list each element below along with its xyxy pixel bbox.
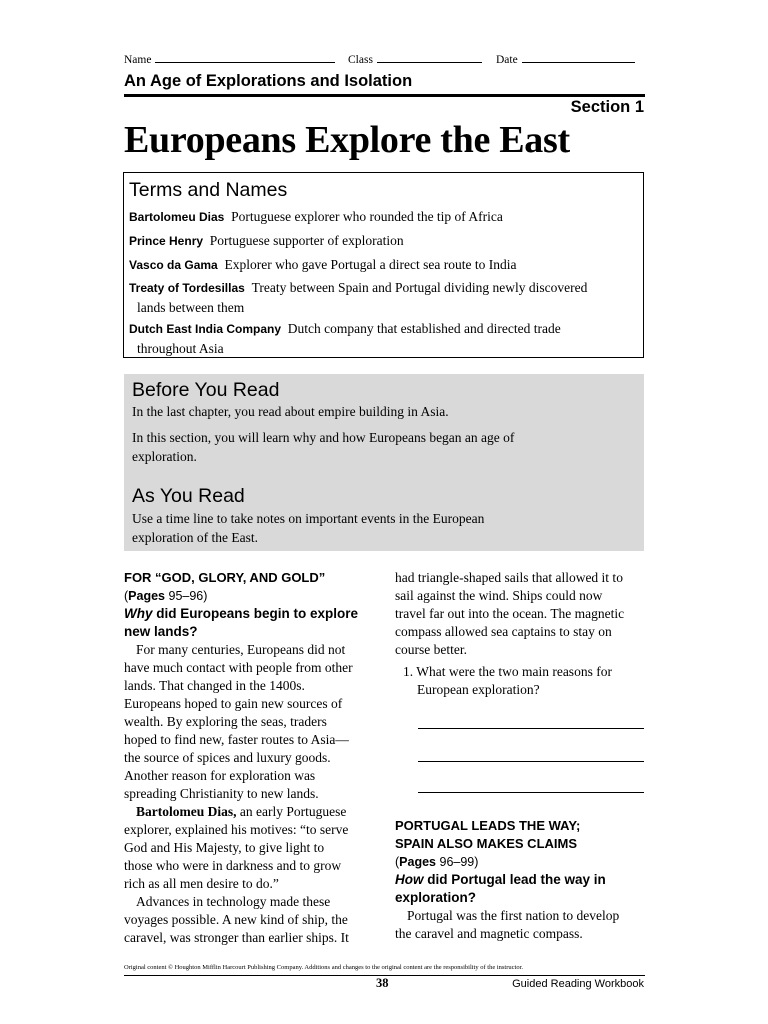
term-name: Bartolomeu Dias [129, 210, 225, 224]
class-field[interactable] [348, 52, 482, 66]
section-heading: FOR “GOD, GLORY, AND GOLD” [124, 570, 326, 585]
copyright-notice: Original content © Houghton Mifflin Harcourt Publishing Company. Additions and changes to the original content are the responsibility of the instructor. [124, 964, 524, 971]
text-line: exploration of the East. [132, 530, 258, 545]
text-line: Portugal was the first nation to develop [407, 908, 620, 923]
term-name: Dutch East India Company [129, 322, 282, 336]
term-definition: Portuguese explorer who rounded the tip of Africa [231, 209, 503, 224]
term-definition-continued: throughout Asia [137, 341, 224, 356]
text-line: 1. What were the two main reasons for [403, 664, 612, 679]
term-name: Treaty of Tordesillas [129, 281, 245, 295]
question-text: did Europeans begin to explore [152, 606, 359, 621]
name-blank-line[interactable] [155, 52, 335, 63]
section-label: Section 1 [570, 98, 644, 116]
term-name: Vasco da Gama [129, 258, 218, 272]
text-line: Another reason for exploration was [124, 768, 316, 783]
guiding-question [395, 871, 645, 907]
student-info-row [124, 52, 644, 68]
term-item [129, 231, 629, 251]
before-you-read-heading: Before You Read [132, 379, 280, 401]
body-paragraph [124, 641, 374, 803]
text-line: Europeans hoped to gain new sources of [124, 696, 343, 711]
text-line: rich as all men desire to do.” [124, 876, 279, 891]
text-line: travel far out into the ocean. The magnetic [395, 606, 625, 621]
question-keyword: Why [124, 606, 153, 621]
bold-term: Bartolomeu Dias, [136, 804, 237, 819]
question-text: new lands? [124, 624, 198, 639]
text-line: European exploration? [417, 682, 540, 697]
text-line: exploration. [132, 449, 197, 464]
body-paragraph-continued [395, 569, 645, 659]
answer-line[interactable] [418, 761, 644, 762]
review-question-1 [395, 663, 645, 699]
text-line: explorer, explained his motives: “to serve [124, 822, 349, 837]
text-line: hoped to find new, faster routes to Asia— [124, 732, 349, 747]
term-definition: Dutch company that established and directed trade [287, 321, 561, 336]
text-line: those who were in darkness and to grow [124, 858, 342, 873]
workbook-name: Guided Reading Workbook [512, 978, 644, 990]
page-number: 38 [376, 976, 389, 990]
text-line: spreading Christianity to new lands. [124, 786, 319, 801]
text-line: the source of spices and luxury goods. [124, 750, 331, 765]
body-paragraph [395, 907, 645, 943]
text-line: have much contact with people from other [124, 660, 353, 675]
pages-range: 95–96 [168, 589, 204, 603]
name-label: Name [124, 54, 152, 66]
text-line: lands. That changed in the 1400s. [124, 678, 305, 693]
pages-reference: (Pages 95–96) [124, 589, 208, 603]
answer-line[interactable] [418, 728, 644, 729]
answer-line[interactable] [418, 792, 644, 793]
page-title: Europeans Explore the East [124, 119, 570, 161]
text-line: caravel, was stronger than earlier ships. It [124, 930, 349, 945]
term-name: Prince Henry [129, 234, 204, 248]
term-item [129, 319, 629, 358]
body-paragraph [124, 803, 374, 893]
name-field[interactable] [124, 52, 335, 66]
class-label: Class [348, 54, 373, 66]
header-divider [124, 94, 645, 97]
before-you-read-text: In the last chapter, you read about empire building in Asia. [132, 404, 449, 419]
terms-heading: Terms and Names [129, 179, 288, 201]
pages-label: Pages [399, 855, 437, 869]
term-item [129, 207, 629, 227]
text-line: course better. [395, 642, 467, 657]
terms-and-names-box [123, 172, 644, 358]
question-keyword: How [395, 872, 424, 887]
pages-reference: (Pages 96–99) [395, 855, 479, 869]
text-line: For many centuries, Europeans did not [136, 642, 346, 657]
as-you-read-heading: As You Read [132, 485, 245, 507]
term-item [129, 255, 629, 275]
term-definition: Explorer who gave Portugal a direct sea route to India [224, 257, 517, 272]
text-line: Advances in technology made these [136, 894, 331, 909]
right-column [395, 569, 645, 699]
right-column-section [395, 817, 645, 943]
before-you-read-box [124, 374, 644, 551]
text-line: God and His Majesty, to give light to [124, 840, 325, 855]
class-blank-line[interactable] [377, 52, 482, 63]
term-definition-continued: lands between them [137, 300, 245, 315]
pages-range: 96–99 [439, 855, 475, 869]
question-text: exploration? [395, 890, 477, 905]
text-line: had triangle-shaped sails that allowed it to [395, 570, 623, 585]
date-blank-line[interactable] [522, 52, 635, 63]
text-line: compass allowed sea captains to stay on [395, 624, 612, 639]
before-you-read-text [132, 428, 632, 466]
text-line: In this section, you will learn why and how Europeans began an age of [132, 430, 515, 445]
text-line: the caravel and magnetic compass. [395, 926, 583, 941]
text-line [124, 803, 374, 821]
text-line: sail against the wind. Ships could now [395, 588, 603, 603]
text-line: voyages possible. A new kind of ship, the [124, 912, 348, 927]
body-paragraph [124, 893, 374, 947]
text-line: Use a time line to take notes on important events in the European [132, 511, 485, 526]
heading-line: PORTUGAL LEADS THE WAY; [395, 818, 581, 833]
date-label: Date [496, 54, 518, 66]
pages-label: Pages [128, 589, 166, 603]
as-you-read-text [132, 509, 632, 547]
term-definition: Treaty between Spain and Portugal dividing newly discovered [251, 280, 588, 295]
term-definition: Portuguese supporter of exploration [209, 233, 404, 248]
text-line: wealth. By exploring the seas, traders [124, 714, 327, 729]
left-column [124, 569, 374, 947]
heading-line: SPAIN ALSO MAKES CLAIMS [395, 836, 578, 851]
question-text: did Portugal lead the way in [423, 872, 606, 887]
section-heading [395, 817, 645, 853]
guiding-question [124, 605, 374, 641]
date-field[interactable] [496, 52, 635, 66]
term-item [129, 278, 629, 317]
text-fragment: an early Portuguese [236, 804, 347, 819]
chapter-title: An Age of Explorations and Isolation [124, 72, 413, 90]
